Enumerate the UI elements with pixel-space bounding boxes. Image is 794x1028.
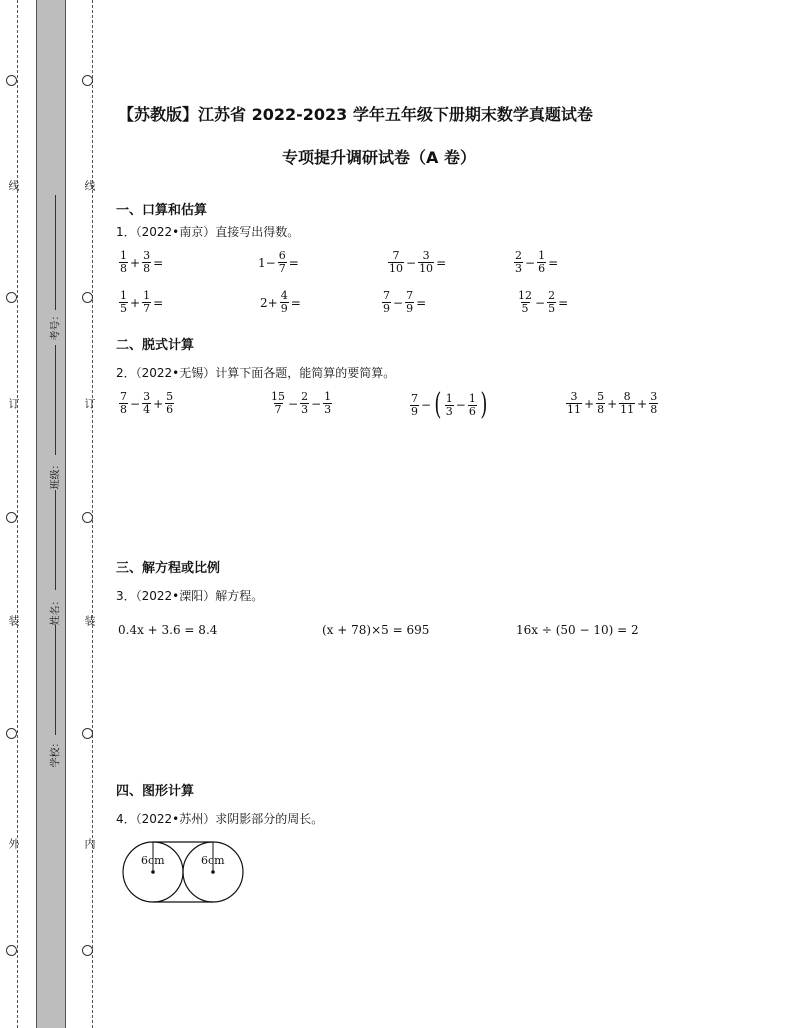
- exam-title: 【苏教版】江苏省 2022-2023 学年五年级下册期末数学真题试卷: [118, 105, 593, 124]
- field-line-school: [55, 625, 56, 735]
- hole-inner-3: [82, 512, 93, 523]
- hole-outer-2: [6, 292, 17, 303]
- calc-item-1: $\frac{1}{8}$ + $\frac{3}{8}$ =: [120, 249, 164, 275]
- circles-diagram: [120, 840, 246, 906]
- circles-figure: [120, 840, 246, 906]
- simplify-expr-3: $\frac{7}{9}$ − ( $\frac{1}{3}$ − $\frac{1}{6}$ ): [411, 387, 488, 422]
- section1-question: 1．（2022•南京）直接写出得数。: [116, 225, 300, 239]
- section4-heading: 四、图形计算: [116, 784, 195, 799]
- hole-outer-1: [6, 75, 17, 86]
- section3-question: 3．（2022•溧阳）解方程。: [116, 589, 264, 603]
- inner-label-zhuang: 装: [83, 615, 96, 626]
- circle-left-label: 6cm: [141, 854, 165, 867]
- hole-outer-4: [6, 728, 17, 739]
- calc-item-8: $\frac{12}{5}$ − $\frac{2}{5}$ =: [518, 289, 569, 315]
- outer-label-zhuang: 装: [7, 615, 20, 626]
- inner-label-ding: 订: [83, 398, 96, 409]
- section1-heading: 一、口算和估算: [116, 203, 208, 218]
- hole-inner-2: [82, 292, 93, 303]
- field-label-school: 学校：: [50, 737, 62, 768]
- simplify-expr-4: $\frac{3}{11}$ + $\frac{5}{8}$ + $\frac{8}{11}$ + $\frac{3}{8}$: [567, 390, 658, 416]
- field-label-exam-no: 考号：: [50, 310, 62, 341]
- hole-inner-4: [82, 728, 93, 739]
- calc-item-6: 2+ $\frac{4}{9}$ =: [260, 289, 301, 315]
- field-label-class: 班级：: [50, 459, 62, 490]
- circle-right-label: 6cm: [201, 854, 225, 867]
- exam-subtitle: 专项提升调研试卷（A 卷）: [282, 148, 476, 167]
- simplify-expr-2: $\frac{15}{7}$ − $\frac{2}{3}$ − $\frac{1}{3}$: [271, 390, 332, 416]
- outer-label-wai: 外: [7, 838, 20, 849]
- inner-label-nei: 内: [83, 838, 96, 849]
- binding-strip: [36, 0, 66, 1028]
- equation-3: 16x ÷ (50 − 10) = 2: [516, 623, 639, 637]
- section2-heading: 二、脱式计算: [116, 338, 195, 353]
- calc-item-4: $\frac{2}{3}$ − $\frac{1}{6}$ =: [515, 249, 559, 275]
- hole-inner-1: [82, 75, 93, 86]
- equation-2: (x + 78)×5 = 695: [322, 623, 430, 637]
- calc-item-2: 1− $\frac{6}{7}$ =: [258, 249, 299, 275]
- simplify-expr-1: $\frac{7}{8}$ − $\frac{3}{4}$ + $\frac{5}{6}$: [120, 390, 174, 416]
- calc-item-5: $\frac{1}{5}$ + $\frac{1}{7}$ =: [120, 289, 164, 315]
- hole-outer-3: [6, 512, 17, 523]
- outer-label-ding: 订: [7, 398, 20, 409]
- hole-inner-5: [82, 945, 93, 956]
- calc-item-3: $\frac{7}{10}$ − $\frac{3}{10}$ =: [389, 249, 447, 275]
- equation-1: 0.4x + 3.6 = 8.4: [118, 623, 218, 637]
- field-line-exam-no: [55, 195, 56, 310]
- inner-label-line: 线: [83, 180, 96, 191]
- outer-label-line: 线: [7, 180, 20, 191]
- section4-question: 4．（2022•苏州）求阴影部分的周长。: [116, 812, 324, 826]
- section2-question: 2．（2022•无锡）计算下面各题，能简算的要简算。: [116, 366, 396, 380]
- calc-item-7: $\frac{7}{9}$ − $\frac{7}{9}$ =: [383, 289, 427, 315]
- outer-dashed-line: [17, 0, 18, 1028]
- field-label-name: 姓名：: [50, 595, 62, 626]
- hole-outer-5: [6, 945, 17, 956]
- section3-heading: 三、解方程或比例: [116, 561, 221, 576]
- field-line-class: [55, 345, 56, 455]
- field-line-name: [55, 490, 56, 590]
